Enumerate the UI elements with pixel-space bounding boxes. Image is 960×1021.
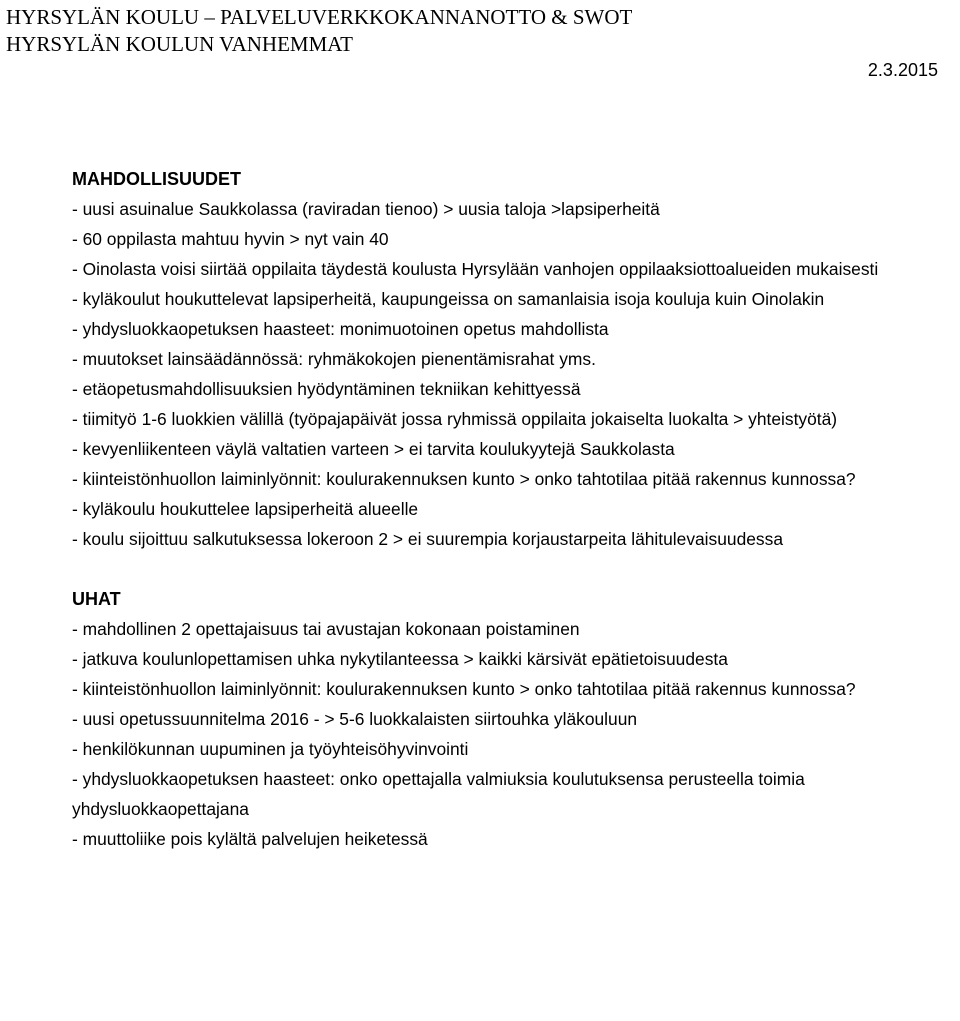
opportunities-section	[72, 164, 952, 554]
list-item: - kiinteistönhuollon laiminlyönnit: koulurakennuksen kunto > onko tahtotilaa pitää rakennus kunnossa?	[72, 469, 856, 489]
list-item: - muuttoliike pois kylältä palvelujen heiketessä	[72, 829, 428, 849]
list-item: - uusi opetussuunnitelma 2016 - > 5-6 luokkalaisten siirtouhka yläkouluun	[72, 709, 638, 729]
document-header	[6, 4, 954, 58]
document-subtitle: HYRSYLÄN KOULUN VANHEMMAT	[6, 32, 353, 56]
list-item: - kyläkoulu houkuttelee lapsiperheitä alueelle	[72, 499, 419, 519]
list-item: - tiimityö 1-6 luokkien välillä (työpajapäivät jossa ryhmissä oppilaita jokaiselta luokalta > yhteistyötä)	[72, 409, 838, 429]
threats-section	[72, 584, 952, 854]
list-item: - mahdollinen 2 opettajaisuus tai avustajan kokonaan poistaminen	[72, 619, 580, 639]
document-title: HYRSYLÄN KOULU – PALVELUVERKKOKANNANOTTO & SWOT	[6, 5, 633, 29]
list-item: - 60 oppilasta mahtuu hyvin > nyt vain 40	[72, 229, 389, 249]
list-item: - koulu sijoittuu salkutuksessa lokeroon 2 > ei suurempia korjaustarpeita lähitulevaisuudessa	[72, 529, 783, 549]
list-item: - kiinteistönhuollon laiminlyönnit: koulurakennuksen kunto > onko tahtotilaa pitää rakennus kunnossa?	[72, 679, 856, 699]
list-item: - jatkuva koulunlopettamisen uhka nykytilanteessa > kaikki kärsivät epätietoisuudesta	[72, 649, 728, 669]
list-item: - yhdysluokkaopetuksen haasteet: onko opettajalla valmiuksia koulutuksensa perusteella toimia yhdysluokkaopettajana	[72, 769, 805, 819]
threats-heading: UHAT	[72, 589, 121, 609]
list-item: - yhdysluokkaopetuksen haasteet: monimuotoinen opetus mahdollista	[72, 319, 609, 339]
document-date: 2.3.2015	[867, 60, 938, 80]
list-item: - kevyenliikenteen väylä valtatien varteen > ei tarvita koulukyytejä Saukkolasta	[72, 439, 675, 459]
list-item: - Oinolasta voisi siirtää oppilaita täydestä koulusta Hyrsylään vanhojen oppilaaksiottoalueiden mukaisesti	[72, 259, 879, 279]
list-item: - etäopetusmahdollisuuksien hyödyntäminen tekniikan kehittyessä	[72, 379, 581, 399]
opportunities-heading: MAHDOLLISUUDET	[72, 169, 241, 189]
list-item: - uusi asuinalue Saukkolassa (raviradan tienoo) > uusia taloja >lapsiperheitä	[72, 199, 660, 219]
list-item: - henkilökunnan uupuminen ja työyhteisöhyvinvointi	[72, 739, 469, 759]
document-body	[72, 164, 952, 854]
list-item: - muutokset lainsäädännössä: ryhmäkokojen pienentämisrahat yms.	[72, 349, 596, 369]
list-item: - kyläkoulut houkuttelevat lapsiperheitä, kaupungeissa on samanlaisia isoja kouluja kuin Oinolakin	[72, 289, 825, 309]
